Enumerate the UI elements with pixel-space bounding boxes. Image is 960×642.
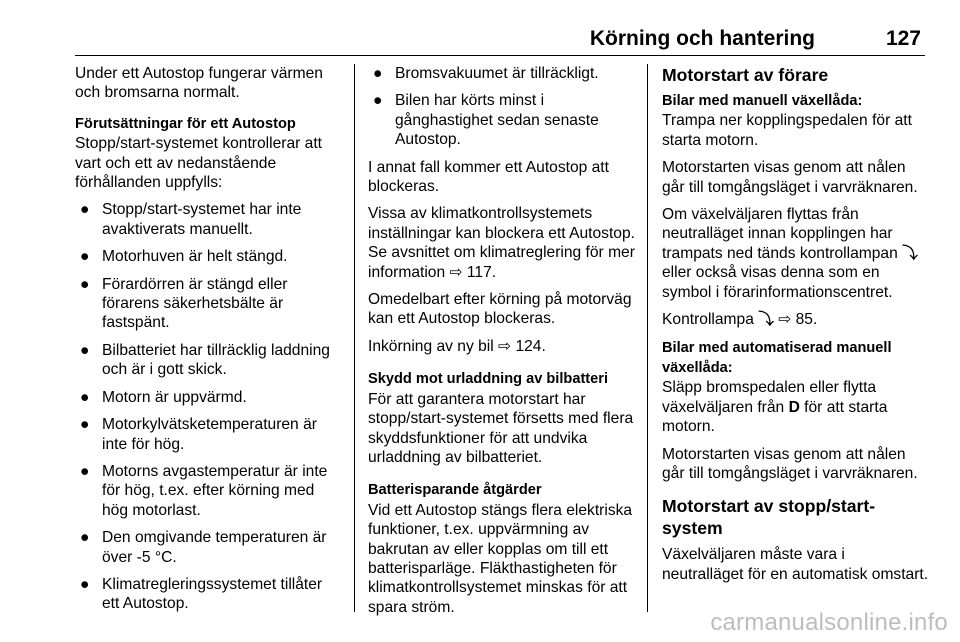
list-item: ● Stopp/start-systemet har inte avaktiverats manuellt.	[80, 201, 302, 238]
page-reference[interactable]: 85.	[795, 311, 818, 329]
bullet-icon: ●	[373, 65, 383, 82]
column-1	[75, 64, 343, 622]
paragraph: Motorstarten visas genom att nålen går till tomgångsläget i varvräknaren.	[662, 159, 918, 196]
bullet-icon: ●	[80, 462, 90, 480]
column-2	[368, 64, 636, 625]
list-item: ● Den omgivande temperaturen är över -5 °C.	[80, 529, 327, 566]
paragraph: Under ett Autostop fungerar värmen och bromsarna normalt.	[75, 65, 323, 102]
list-item: ● Motorns avgastemperatur är inte för hög, t.ex. efter körning med hög motorlast.	[80, 462, 328, 519]
page-ref-icon: ⇨	[498, 337, 512, 355]
list-item: ● Klimatregleringssystemet tillåter ett Autostop.	[80, 575, 323, 613]
list-item: ● Motorkylvätsketemperaturen är inte för hög.	[80, 416, 317, 453]
shift-indicator-icon: ⤵	[902, 244, 918, 262]
paragraph: För att garantera motorstart har stopp/start-systemet försetts med flera skyddsfunktioner för att undvika urladdning av bilbatteriet.	[368, 390, 634, 466]
paragraph: Stopp/start-systemet kontrollerar att vart och ett av nedanstående förhållanden uppfylls:	[75, 135, 322, 192]
column-divider	[354, 64, 355, 612]
paragraph: I annat fall kommer ett Autostop att blockeras.	[368, 158, 609, 196]
gear-label: D	[788, 398, 800, 416]
section-heading: Skydd mot urladdning av bilbatteri	[368, 371, 609, 388]
bullet-icon: ●	[80, 275, 90, 293]
paragraph: Trampa ner kopplingspedalen för att starta motorn.	[662, 112, 912, 149]
section-heading: Förutsättningar för ett Autostop	[75, 115, 296, 132]
page-title: Körning och hantering	[589, 27, 815, 50]
paragraph: Släpp bromspedalen eller flytta växelväljaren från D för att starta motorn.	[662, 379, 888, 436]
column-3	[662, 64, 930, 592]
page-reference[interactable]: 124.	[515, 337, 546, 355]
bullet-icon: ●	[80, 201, 90, 219]
page-header	[75, 27, 925, 56]
paragraph: Växelväljaren måste vara i neutralläget för en automatisk omstart.	[662, 546, 929, 583]
page-reference[interactable]: 117.	[466, 263, 497, 281]
section-title: Motorstart av förare	[662, 65, 829, 85]
list-item: ● Förardörren är stängd eller förarens säkerhetsbälte är fastspänt.	[80, 275, 288, 332]
list-item: ● Motorhuven är helt stängd.	[80, 248, 288, 266]
page-ref-icon: ⇨	[449, 263, 463, 281]
page-ref-icon: ⇨	[778, 311, 792, 329]
paragraph: Omedelbart efter körning på motorväg kan ett Autostop blockeras.	[368, 291, 632, 328]
paragraph: Kontrollampa ⤵ ⇨ 85.	[662, 311, 818, 329]
section-title: Motorstart av stopp/start-system	[662, 496, 876, 539]
list-item: ● Motorn är uppvärmd.	[80, 388, 247, 406]
subheading: Bilar med automatiserad manuell växellåda:	[662, 340, 892, 376]
paragraph: Vissa av klimatkontrollsystemets inställningar kan blockera ett Autostop. Se avsnittet om klimatreglering för mer information ⇨ 117.	[368, 205, 635, 281]
column-divider	[647, 64, 648, 612]
shift-indicator-icon: ⤵	[758, 311, 774, 329]
paragraph: Motorstarten visas genom att nålen går till tomgångsläget i varvräknaren.	[662, 445, 918, 482]
bullet-icon: ●	[80, 248, 90, 266]
bullet-icon: ●	[373, 92, 383, 110]
bullet-list	[368, 64, 636, 150]
page-number: 127	[885, 27, 921, 50]
list-item: ● Bilbatteriet har tillräcklig laddning och är i gott skick.	[80, 341, 330, 379]
bullet-icon: ●	[80, 575, 90, 593]
paragraph: Vid ett Autostop stängs flera elektriska funktioner, t.ex. uppvärmning av bakrutan av eller kopplas om till ett batterisparläge. Fläkthastigheten för klimatkontrollsystemet minskas för att spara ström.	[368, 501, 633, 616]
bullet-icon: ●	[80, 416, 90, 434]
paragraph: Om växelväljaren flyttas från neutralläget innan kopplingen har trampats ned tänds kontrollampan ⤵ eller också visas denna som en symbol i förarinformationscentret.	[662, 206, 918, 301]
bullet-icon: ●	[80, 341, 90, 359]
paragraph: Inkörning av ny bil ⇨ 124.	[368, 337, 546, 355]
list-item: ● Bilen har körts minst i gånghastighet sedan senaste Autostop.	[373, 92, 599, 149]
bullet-list	[75, 200, 343, 613]
list-item: ● Bromsvakuumet är tillräckligt.	[373, 65, 599, 82]
bullet-icon: ●	[80, 529, 90, 547]
subheading: Bilar med manuell växellåda:	[662, 93, 863, 109]
watermark: carmanualsonline.info	[710, 609, 948, 636]
bullet-icon: ●	[80, 388, 90, 406]
section-heading: Batterisparande åtgärder	[368, 482, 542, 499]
